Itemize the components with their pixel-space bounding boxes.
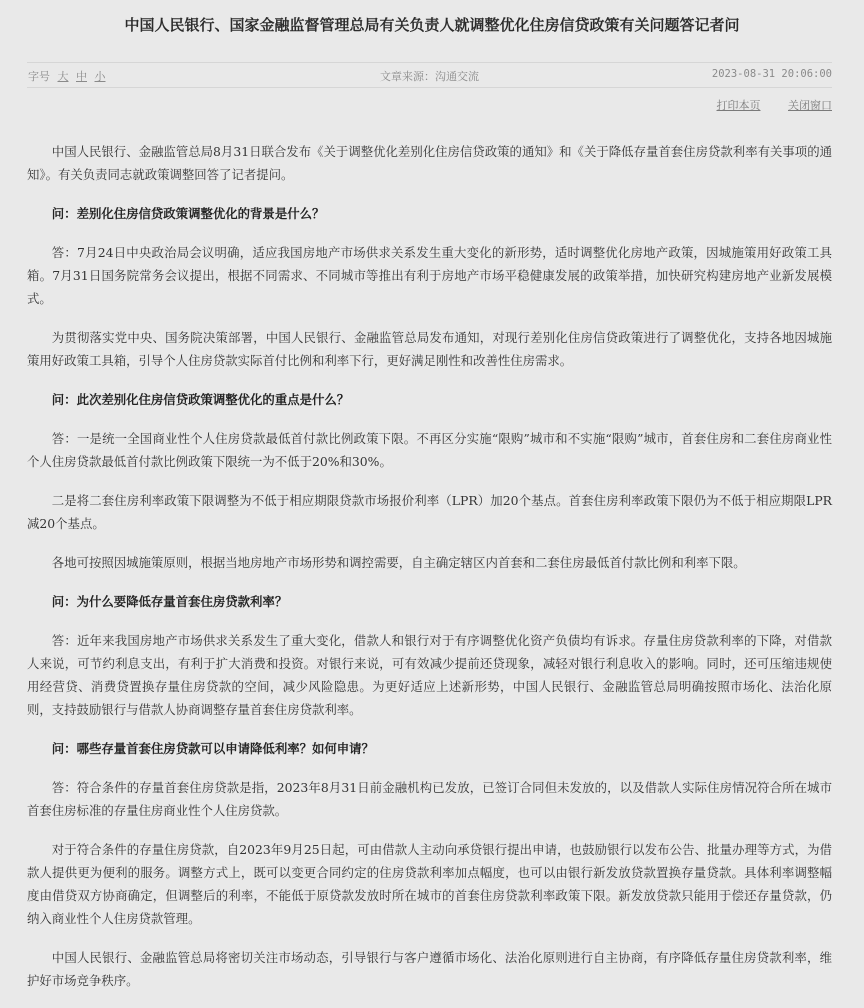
article-title: 中国人民银行、国家金融监督管理总局有关负责人就调整优化住房信贷政策有关问题答记者问: [124, 16, 740, 34]
body-paragraph: 中国人民银行、金融监管总局将密切关注市场动态，引导银行与客户遵循市场化、法治化原则进行自主协商，有序降低存量住房贷款利率，维护好市场竞争秩序。: [27, 950, 832, 988]
article-actions: [693, 97, 833, 113]
question-heading: 问：为什么要降低存量首套住房贷款利率？: [51, 594, 288, 609]
article-source-label: 文章来源：沟通交流: [380, 70, 479, 83]
body-paragraph: 各地可按照因城施策原则，根据当地房地产市场形势和调控需要，自主确定辖区内首套和二套住房最低首付款比例和利率下限。: [51, 555, 746, 570]
question-heading: 问：此次差别化住房信贷政策调整优化的重点是什么？: [51, 392, 350, 407]
answer-paragraph: 答：符合条件的存量首套住房贷款是指，2023年8月31日前金融机构已发放，已签订合同但未发放的，以及借款人实际住房情况符合所在城市首套住房标准的存量住房商业性个人住房贷款。: [27, 780, 832, 818]
font-size-small-link[interactable]: 小: [94, 70, 106, 83]
body-paragraph: 为贯彻落实党中央、国务院决策部署，中国人民银行、金融监管总局发布通知，对现行差别化住房信贷政策进行了调整优化，支持各地因城施策用好政策工具箱，引导个人住房贷款实际首付比例和利率下行，更好满足刚性和改善性住房需求。: [27, 330, 832, 368]
answer-paragraph: 答：7月24日中央政治局会议明确，适应我国房地产市场供求关系发生重大变化的新形势，适时调整优化房地产政策，因城施策用好政策工具箱。7月31日国务院常务会议提出，根据不同需求、不同城市等推出有利于房地产市场平稳健康发展的政策举措，加快研究构建房地产业新发展模式。: [27, 245, 832, 306]
paragraph-intro: 中国人民银行、金融监管总局8月31日联合发布《关于调整优化差别化住房信贷政策的通知》和《关于降低存量首套住房贷款利率有关事项的通知》。有关负责同志就政策调整回答了记者提问。: [27, 144, 832, 182]
question-heading: 问：差别化住房信贷政策调整优化的背景是什么？: [51, 206, 325, 221]
answer-paragraph: 答：一是统一全国商业性个人住房贷款最低首付款比例政策下限。不再区分实施“限购”城市和不实施“限购”城市，首套住房和二套住房商业性个人住房贷款最低首付款比例政策下限统一为不低于20%和30%。: [27, 431, 832, 469]
font-size-label: 字号: [28, 70, 50, 83]
question-heading: 问：哪些存量首套住房贷款可以申请降低利率？如何申请？: [51, 741, 374, 756]
font-size-large-link[interactable]: 大: [57, 70, 69, 83]
body-paragraph: 对于符合条件的存量住房贷款，自2023年9月25日起，可由借款人主动向承贷银行提出申请，也鼓励银行以发布公告、批量办理等方式，为借款人提供更为便利的服务。调整方式上，既可以变更合同约定的住房贷款利率加点幅度，也可以由银行新发放贷款置换存量贷款。具体利率调整幅度由借贷双方协商确定，但调整后的利率，不能低于原贷款发放时所在城市的首套住房贷款利率政策下限。新发放贷款只能用于偿还存量贷款，仍纳入商业性个人住房贷款管理。: [27, 842, 832, 926]
close-window-link[interactable]: 关闭窗口: [788, 99, 832, 112]
font-size-medium-link[interactable]: 中: [76, 70, 87, 83]
article-datetime: 2023-08-31 20:06:00: [711, 68, 832, 80]
body-paragraph: 二是将二套住房利率政策下限调整为不低于相应期限贷款市场报价利率（LPR）加20个基点。首套住房利率政策下限仍为不低于相应期限LPR减20个基点。: [27, 493, 832, 531]
answer-paragraph: 答：近年来我国房地产市场供求关系发生了重大变化，借款人和银行对于有序调整优化资产负债均有诉求。存量住房贷款利率的下降，对借款人来说，可节约利息支出，有利于扩大消费和投资。对银行来说，可有效减少提前还贷现象，减轻对银行利息收入的影响。同时，还可压缩违规使用经营贷、消费贷置换存量住房贷款的空间，减少风险隐患。为更好适应上述新形势，中国人民银行、金融监管总局明确按照市场化、法治化原则，支持鼓励银行与借款人协商调整存量首套住房贷款利率。: [27, 633, 832, 717]
print-page-link[interactable]: 打印本页: [716, 99, 761, 112]
article-body: [27, 140, 832, 1008]
article-meta-bar: [27, 62, 832, 88]
